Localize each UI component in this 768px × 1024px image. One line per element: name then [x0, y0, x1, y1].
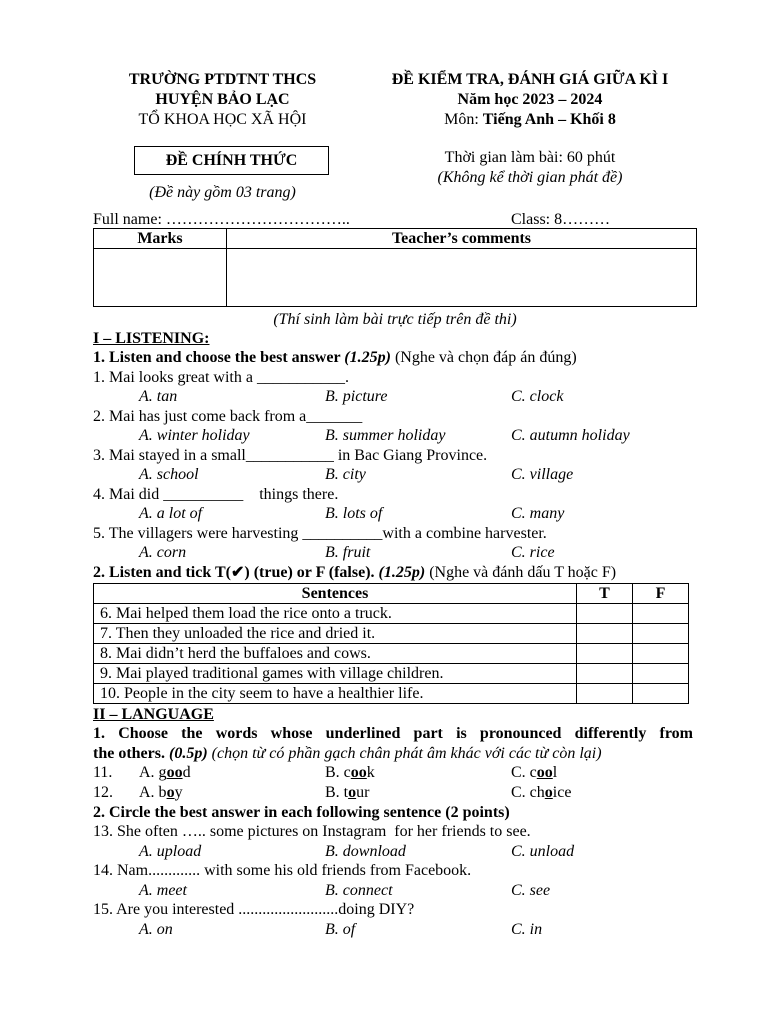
- duration: Thời gian làm bài: 60 phút: [444, 149, 616, 166]
- q14-option-b[interactable]: B. connect: [325, 882, 393, 899]
- tf-sentence: 7. Then they unloaded the rice and dried it.: [94, 624, 577, 644]
- q11-c-underlined: oo: [536, 764, 553, 781]
- subject-name: Tiếng Anh: [482, 111, 555, 128]
- tf-false-cell[interactable]: [633, 624, 689, 644]
- q11-option-b[interactable]: [325, 763, 375, 783]
- listening-part1-title: [93, 348, 577, 368]
- q12-option-b[interactable]: [325, 783, 369, 803]
- q11-a-prefix: A. g: [139, 764, 167, 781]
- comments-header: Teacher’s comments: [227, 229, 697, 249]
- q4-option-c[interactable]: C. many: [511, 505, 565, 522]
- q13-option-c[interactable]: C. unload: [511, 843, 575, 860]
- q5-option-c[interactable]: C. rice: [511, 544, 555, 561]
- marks-table: [93, 228, 697, 307]
- tf-sentence: 6. Mai helped them load the rice onto a truck.: [94, 604, 577, 624]
- language-part1-label: the others.: [93, 745, 169, 762]
- q3-option-c[interactable]: C. village: [511, 466, 574, 483]
- listening-part2-vi: (Nghe và đánh dấu T hoặc F): [425, 564, 617, 581]
- listening-part2-points: (1.25p): [378, 564, 426, 581]
- school-year: Năm học 2023 – 2024: [457, 91, 603, 108]
- q3-option-b[interactable]: B. city: [325, 466, 366, 483]
- question-11-number: 11.: [93, 764, 113, 781]
- q11-c-suffix: l: [552, 764, 558, 781]
- tf-true-cell[interactable]: [577, 664, 633, 684]
- listening-section-title: I – LISTENING:: [93, 330, 210, 347]
- tf-true-cell[interactable]: [577, 624, 633, 644]
- q11-a-suffix: d: [182, 764, 191, 781]
- tf-false-cell[interactable]: [633, 684, 689, 704]
- language-part2-title: 2. Circle the best answer in each following sentence (2 points): [93, 804, 510, 821]
- q12-b-prefix: B. t: [325, 784, 349, 801]
- q12-a-suffix: y: [174, 784, 183, 801]
- q3-option-a[interactable]: A. school: [139, 466, 199, 483]
- q13-option-a[interactable]: A. upload: [139, 843, 202, 860]
- true-header: T: [577, 584, 633, 604]
- q4-option-a[interactable]: A. a lot of: [139, 505, 203, 522]
- question-3: 3. Mai stayed in a small___________ in Bac Giang Province.: [93, 447, 488, 464]
- exam-title: ĐỀ KIỂM TRA, ĐÁNH GIÁ GIỮA KÌ I: [391, 71, 669, 88]
- question-2: 2. Mai has just come back from a_______: [93, 408, 363, 425]
- q5-option-b[interactable]: B. fruit: [325, 544, 371, 561]
- instruction-note: (Thí sinh làm bài trực tiếp trên đề thi): [273, 311, 517, 328]
- language-part1-line1: 1. Choose the words whose underlined part is pronounced differently from: [93, 725, 693, 742]
- listening-part1-vi: (Nghe và chọn đáp án đúng): [390, 349, 577, 366]
- grade-label: – Khối 8: [554, 111, 616, 128]
- q11-option-c[interactable]: [511, 763, 557, 783]
- tf-sentence: 10. People in the city seem to have a healthier life.: [94, 684, 577, 704]
- tf-false-cell[interactable]: [633, 664, 689, 684]
- school-name-line2: HUYỆN BẢO LẠC: [155, 91, 290, 108]
- q15-option-b[interactable]: B. of: [325, 921, 356, 938]
- tf-false-cell[interactable]: [633, 644, 689, 664]
- q12-b-underlined: o: [348, 784, 357, 801]
- q13-option-b[interactable]: B. download: [325, 843, 406, 860]
- question-14: 14. Nam............. with some his old friends from Facebook.: [93, 862, 472, 879]
- q1-option-b[interactable]: B. picture: [325, 388, 388, 405]
- q1-option-a[interactable]: A. tan: [139, 388, 178, 405]
- q12-a-prefix: A. b: [139, 784, 167, 801]
- true-false-table: [93, 583, 689, 704]
- false-header: F: [633, 584, 689, 604]
- q12-option-c[interactable]: [511, 783, 571, 803]
- q5-option-a[interactable]: A. corn: [139, 544, 187, 561]
- question-15: 15. Are you interested .........................doing DIY?: [93, 901, 415, 918]
- q11-b-suffix: k: [366, 764, 375, 781]
- comments-cell[interactable]: [227, 249, 697, 307]
- tf-true-cell[interactable]: [577, 684, 633, 704]
- q14-option-a[interactable]: A. meet: [139, 882, 187, 899]
- school-name-line1: TRƯỜNG PTDTNT THCS: [128, 71, 317, 88]
- q12-a-underlined: o: [166, 784, 175, 801]
- question-1: 1. Mai looks great with a ___________.: [93, 369, 349, 386]
- table-row: [94, 644, 689, 664]
- duration-note: (Không kể thời gian phát đề): [437, 169, 623, 186]
- listening-part2-title: [93, 563, 616, 583]
- q11-b-underlined: oo: [350, 764, 367, 781]
- table-row: [94, 684, 689, 704]
- language-part1-points: (0.5p): [168, 745, 208, 762]
- class-field[interactable]: Class: 8………: [511, 211, 611, 228]
- question-13: 13. She often ….. some pictures on Instagram for her friends to see.: [93, 823, 531, 840]
- q12-c-suffix: ice: [552, 784, 572, 801]
- question-5: 5. The villagers were harvesting __________with a combine harvester.: [93, 525, 547, 542]
- q1-option-c[interactable]: C. clock: [511, 388, 564, 405]
- tf-true-cell[interactable]: [577, 644, 633, 664]
- question-12-number: 12.: [93, 784, 113, 801]
- q12-b-suffix: ur: [356, 784, 370, 801]
- sentences-header: Sentences: [94, 584, 577, 604]
- table-row: [94, 604, 689, 624]
- q12-c-underlined: o: [544, 784, 553, 801]
- question-4: 4. Mai did __________ things there.: [93, 486, 339, 503]
- table-row: [94, 664, 689, 684]
- table-row: [94, 624, 689, 644]
- q12-option-a[interactable]: [139, 783, 183, 803]
- listening-part2-label: 2. Listen and tick T(✔) (true) or F (false).: [93, 564, 379, 581]
- tf-sentence: 8. Mai didn’t herd the buffaloes and cows.: [94, 644, 577, 664]
- q11-a-underlined: oo: [166, 764, 183, 781]
- tf-true-cell[interactable]: [577, 604, 633, 624]
- q12-c-prefix: C. ch: [511, 784, 545, 801]
- q11-b-prefix: B. c: [325, 764, 351, 781]
- language-section-title: II – LANGUAGE: [93, 706, 214, 723]
- marks-cell[interactable]: [94, 249, 227, 307]
- language-part1-line2: [93, 744, 602, 764]
- language-part1-vi: (chọn từ có phần gạch chân phát âm khác với các từ còn lại): [207, 745, 602, 762]
- q15-option-a[interactable]: A. on: [139, 921, 173, 938]
- q4-option-b[interactable]: B. lots of: [325, 505, 383, 522]
- q11-c-prefix: C. c: [511, 764, 537, 781]
- q2-option-b[interactable]: B. summer holiday: [325, 427, 446, 444]
- marks-header: Marks: [94, 229, 227, 249]
- official-exam-label: ĐỀ CHÍNH THỨC: [134, 146, 329, 175]
- q11-option-a[interactable]: [139, 763, 191, 783]
- listening-part1-label: 1. Listen and choose the best answer: [93, 349, 345, 366]
- q2-option-a[interactable]: A. winter holiday: [139, 427, 250, 444]
- q14-option-c[interactable]: C. see: [511, 882, 551, 899]
- tf-sentence: 9. Mai played traditional games with village children.: [94, 664, 577, 684]
- pages-note: (Đề này gồm 03 trang): [149, 184, 296, 201]
- q15-option-c[interactable]: C. in: [511, 921, 543, 938]
- fullname-field[interactable]: Full name: ……………………………..: [93, 211, 350, 228]
- q2-option-c[interactable]: C. autumn holiday: [511, 427, 630, 444]
- department-name: TỔ KHOA HỌC XÃ HỘI: [138, 111, 307, 128]
- listening-part1-points: (1.25p): [344, 349, 391, 366]
- subject-line: [365, 110, 695, 130]
- tf-false-cell[interactable]: [633, 604, 689, 624]
- subject-prefix: Môn:: [444, 111, 483, 128]
